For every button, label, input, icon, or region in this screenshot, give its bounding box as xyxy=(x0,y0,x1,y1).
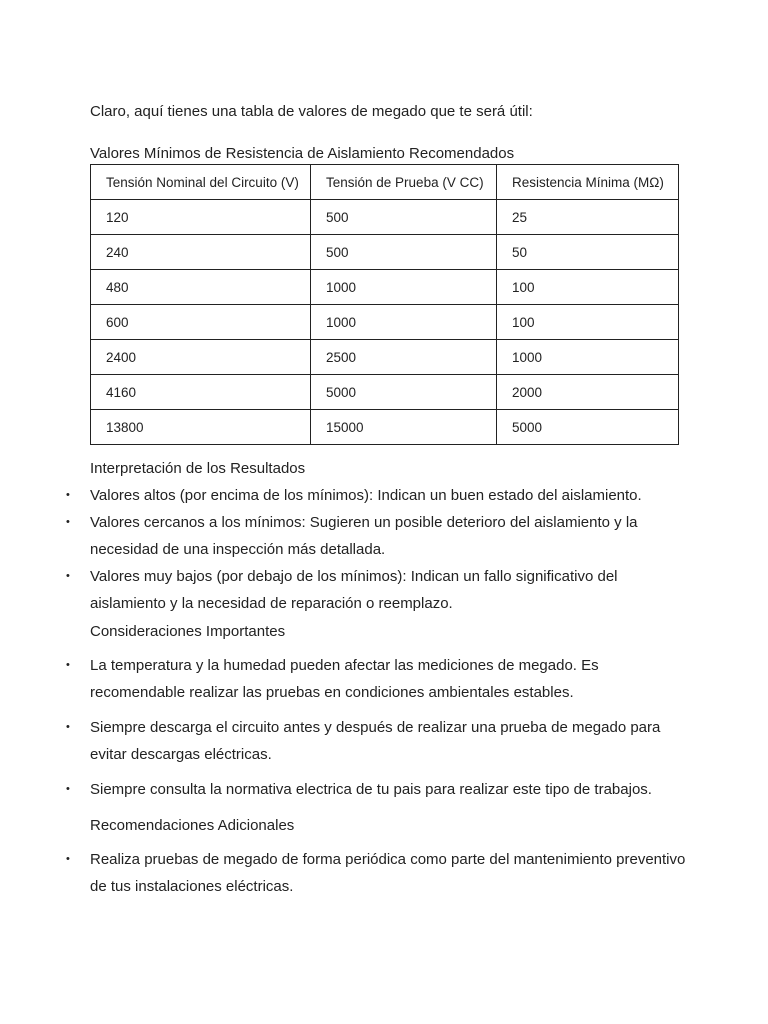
cell-min-resistance: 1000 xyxy=(497,340,679,375)
cell-min-resistance: 5000 xyxy=(497,410,679,445)
bullet-icon: • xyxy=(66,659,70,671)
considerations-list xyxy=(66,652,690,811)
bullet-icon: • xyxy=(66,570,70,582)
recommendations-heading: Recomendaciones Adicionales xyxy=(90,817,295,834)
cell-nominal-voltage: 120 xyxy=(91,200,311,235)
list-item-text: Siempre descarga el circuito antes y después de realizar una prueba de megado para evitar descargas eléctricas. xyxy=(90,719,661,763)
list-item-text: Valores cercanos a los mínimos: Sugieren un posible deterioro del aislamiento y la necesidad de una inspección más detallada. xyxy=(90,514,638,558)
bullet-icon: • xyxy=(66,783,70,795)
list-item xyxy=(66,652,690,706)
header-nominal-voltage: Tensión Nominal del Circuito (V) xyxy=(91,165,311,200)
list-item-text: Valores altos (por encima de los mínimos): Indican un buen estado del aislamiento. xyxy=(90,487,642,504)
table-row xyxy=(91,305,679,340)
list-item xyxy=(66,714,690,768)
list-item-text: Realiza pruebas de megado de forma periódica como parte del mantenimiento preventivo de tus instalaciones eléctricas. xyxy=(90,851,686,895)
table-row xyxy=(91,200,679,235)
cell-nominal-voltage: 2400 xyxy=(91,340,311,375)
table-title: Valores Mínimos de Resistencia de Aislamiento Recomendados xyxy=(90,145,515,162)
table-row xyxy=(91,375,679,410)
list-item xyxy=(66,482,690,509)
cell-min-resistance: 50 xyxy=(497,235,679,270)
recommendations-list xyxy=(66,846,690,900)
bullet-icon: • xyxy=(66,721,70,733)
list-item-text: La temperatura y la humedad pueden afectar las mediciones de megado. Es recomendable realizar las pruebas en condiciones ambientales estables. xyxy=(90,657,599,701)
bullet-icon: • xyxy=(66,853,70,865)
list-item xyxy=(66,776,690,803)
table-row xyxy=(91,410,679,445)
cell-test-voltage: 500 xyxy=(311,235,497,270)
cell-test-voltage: 1000 xyxy=(311,270,497,305)
cell-nominal-voltage: 13800 xyxy=(91,410,311,445)
list-item-text: Siempre consulta la normativa electrica de tu pais para realizar este tipo de trabajos. xyxy=(90,781,652,798)
table-header-row xyxy=(91,165,679,200)
cell-test-voltage: 5000 xyxy=(311,375,497,410)
intro-text: Claro, aquí tienes una tabla de valores de megado que te será útil: xyxy=(90,103,533,120)
interpretation-list xyxy=(66,482,690,617)
list-item xyxy=(66,509,690,563)
interpretation-heading: Interpretación de los Resultados xyxy=(90,460,306,477)
cell-test-voltage: 1000 xyxy=(311,305,497,340)
bullet-icon: • xyxy=(66,516,70,528)
list-item xyxy=(66,846,690,900)
considerations-heading: Consideraciones Importantes xyxy=(90,623,286,640)
list-item-text: Valores muy bajos (por debajo de los mínimos): Indican un fallo significativo del aislamiento y la necesidad de reparación o reemplazo. xyxy=(90,568,618,612)
cell-test-voltage: 500 xyxy=(311,200,497,235)
table-row xyxy=(91,270,679,305)
list-item xyxy=(66,563,690,617)
cell-min-resistance: 100 xyxy=(497,270,679,305)
cell-min-resistance: 100 xyxy=(497,305,679,340)
table-row xyxy=(91,340,679,375)
cell-test-voltage: 15000 xyxy=(311,410,497,445)
header-test-voltage: Tensión de Prueba (V CC) xyxy=(311,165,497,200)
resistance-table xyxy=(90,164,679,445)
cell-nominal-voltage: 600 xyxy=(91,305,311,340)
cell-min-resistance: 2000 xyxy=(497,375,679,410)
bullet-icon: • xyxy=(66,489,70,501)
cell-test-voltage: 2500 xyxy=(311,340,497,375)
cell-nominal-voltage: 480 xyxy=(91,270,311,305)
cell-nominal-voltage: 240 xyxy=(91,235,311,270)
cell-min-resistance: 25 xyxy=(497,200,679,235)
cell-nominal-voltage: 4160 xyxy=(91,375,311,410)
header-min-resistance: Resistencia Mínima (MΩ) xyxy=(497,165,679,200)
table-row xyxy=(91,235,679,270)
